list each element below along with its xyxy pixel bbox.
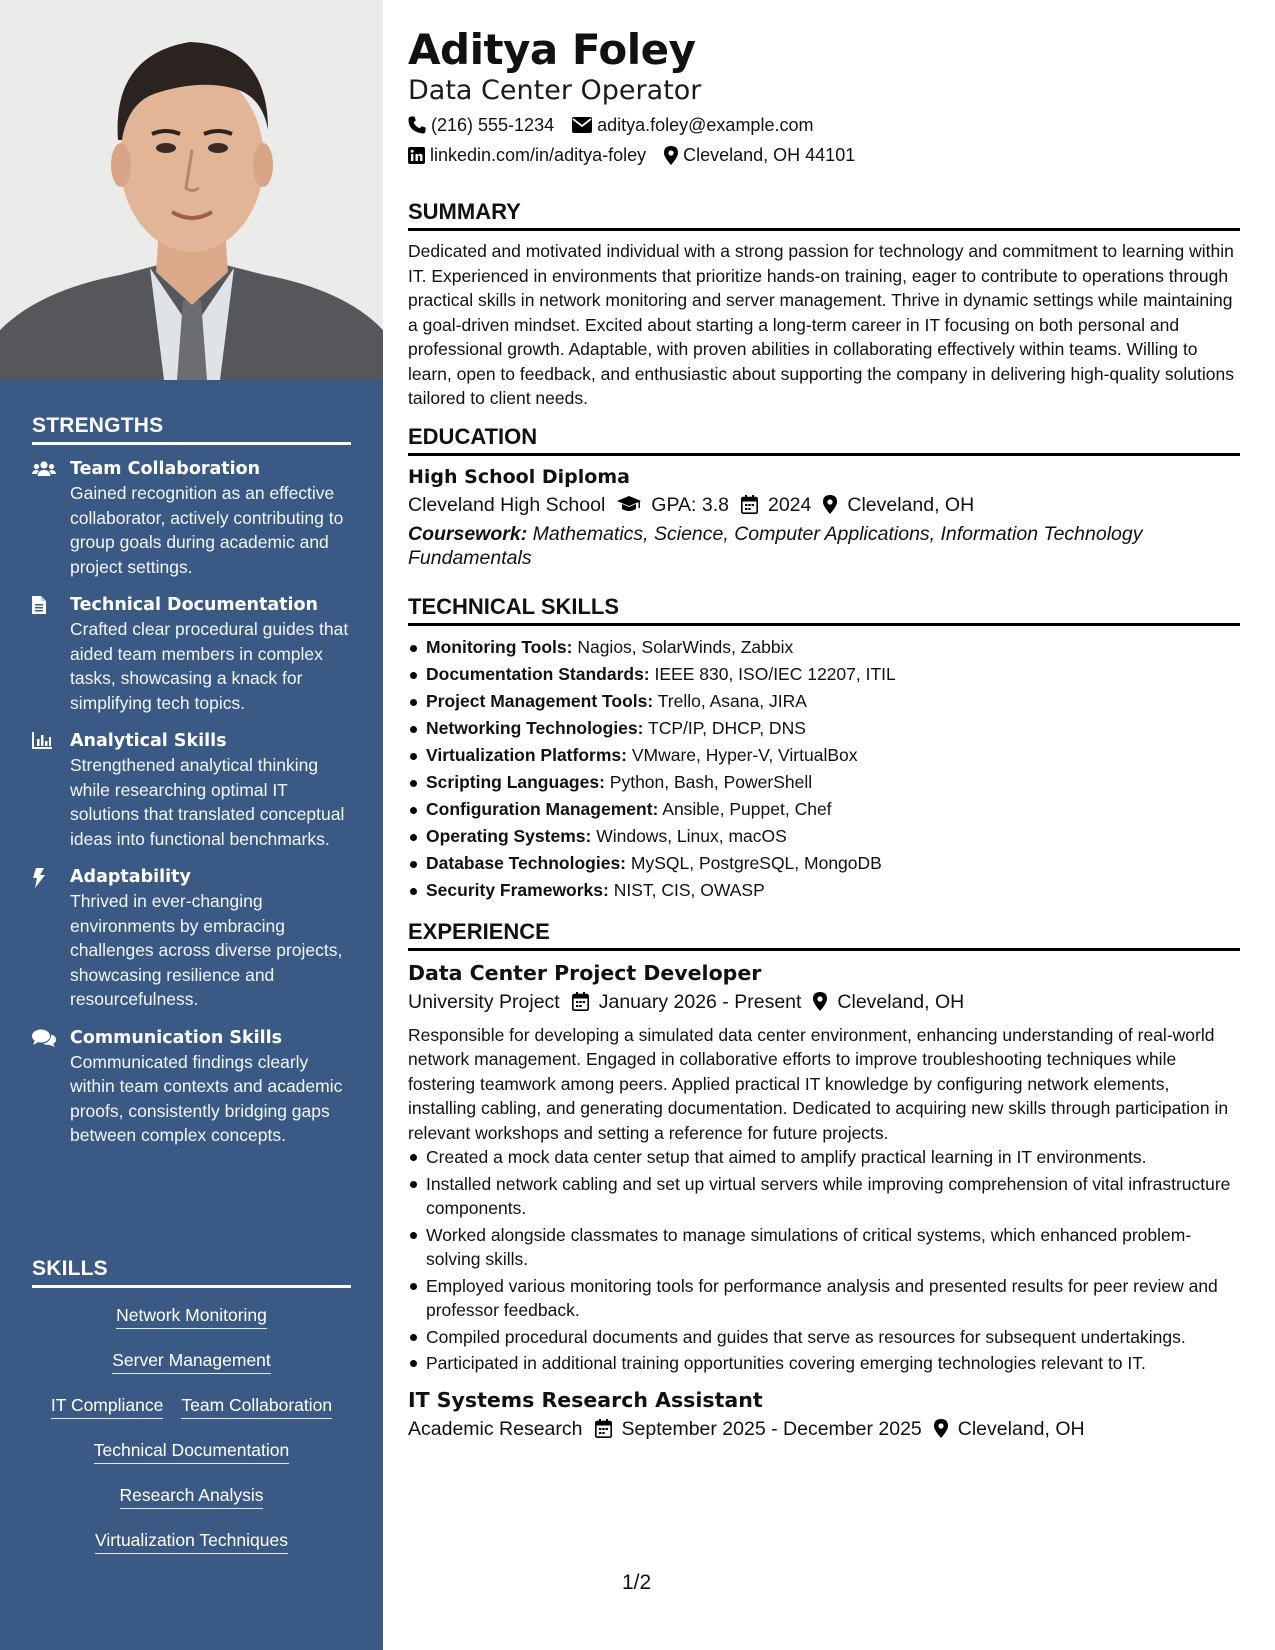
strengths-heading: STRENGTHS	[32, 414, 351, 445]
contact-row	[408, 142, 1240, 168]
contact-row	[408, 112, 1240, 138]
skill-values: Ansible, Puppet, Chef	[662, 798, 832, 819]
skill-category: Virtualization Platforms:	[426, 744, 627, 765]
calendar-icon	[595, 1419, 612, 1438]
education-heading: EDUCATION	[408, 423, 1240, 456]
school-location: Cleveland, OH	[847, 493, 975, 516]
job-role: IT Systems Research Assistant	[408, 1387, 763, 1412]
linkedin-icon	[408, 147, 425, 164]
skill-category: Scripting Languages:	[426, 771, 605, 792]
skill-values: Trello, Asana, JIRA	[657, 690, 807, 711]
strength-item	[32, 865, 351, 1012]
calendar-icon	[572, 992, 589, 1011]
summary-heading: SUMMARY	[408, 198, 1240, 231]
technical-skills-list	[408, 634, 1240, 904]
skill-values: VMware, Hyper-V, VirtualBox	[631, 744, 858, 765]
candidate-name: Aditya Foley	[408, 25, 696, 74]
job-location: Cleveland, OH	[837, 990, 965, 1013]
job-dates: January 2026 - Present	[598, 990, 802, 1013]
job-meta	[408, 1414, 1240, 1444]
skill-category: Operating Systems:	[426, 825, 592, 846]
list-item	[408, 661, 1240, 688]
graduation-cap-icon	[617, 496, 641, 513]
bolt-icon	[32, 865, 70, 1012]
list-item	[408, 688, 1240, 715]
job-bullets	[408, 1145, 1240, 1376]
list-item	[408, 823, 1240, 850]
email-address: aditya.foley@example.com	[597, 115, 814, 135]
email-contact[interactable]	[572, 112, 813, 138]
list-item	[408, 742, 1240, 769]
document-icon	[32, 593, 70, 715]
skill-tag: Research Analysis	[120, 1484, 264, 1509]
phone-icon	[408, 116, 426, 134]
skill-category: Monitoring Tools:	[426, 636, 573, 657]
skill-values: IEEE 830, ISO/IEC 12207, ITIL	[654, 663, 896, 684]
users-icon	[32, 457, 70, 579]
skills-heading: SKILLS	[32, 1257, 351, 1288]
strength-description: Communicated findings clearly within team contexts and academic proofs, consistently bridging gaps between complex concepts.	[70, 1051, 343, 1145]
job-description: Responsible for developing a simulated data center environment, enhancing understanding of real-world network management. Engaged in collaborative efforts to improve troubleshooting techniques while fostering teamwork among peers. Applied practical IT knowledge by configuring network elements, installing cabling, and generating documentation. Dedicated to acquiring new skills through participation in relevant workshops and setting a reference for future projects.	[408, 1024, 1229, 1143]
main-content	[408, 0, 1240, 1444]
bar-chart-icon	[32, 729, 70, 851]
strengths-section	[0, 414, 383, 1162]
strength-title: Communication Skills	[70, 1027, 283, 1048]
linkedin-contact[interactable]	[408, 142, 646, 168]
sidebar	[0, 0, 383, 1650]
page-number: 1/2	[622, 1571, 652, 1594]
strength-item	[32, 457, 351, 579]
job-dates: September 2025 - December 2025	[621, 1417, 922, 1440]
strength-description: Strengthened analytical thinking while researching optimal IT solutions that translated conceptual ideas into functional benchmarks.	[70, 755, 345, 849]
strength-title: Team Collaboration	[70, 459, 261, 479]
strength-item	[32, 1026, 351, 1148]
summary-text: Dedicated and motivated individual with a strong passion for technology and commitment to learning within IT. Experienced in environments that prioritize hands-on training, eager to contribute to operations through practical skills in network monitoring and server management. Thrive in dynamic settings while maintaining a goal-driven mindset. Excited about starting a long-term career in IT focusing on both personal and professional growth. Adaptable, with proven abilities in collaborating effectively within teams. Willing to learn, open to feedback, and enthusiastic about supporting the company in delivering high-quality solutions tailored to client needs.	[408, 241, 1234, 408]
skill-values: Python, Bash, PowerShell	[609, 771, 813, 792]
skill-category: Database Technologies:	[426, 852, 627, 873]
job-organization: Academic Research	[408, 1417, 583, 1440]
job-role: Data Center Project Developer	[408, 960, 762, 985]
skill-category: Security Frameworks:	[426, 879, 609, 900]
experience-heading: EXPERIENCE	[408, 918, 1240, 951]
profile-photo	[0, 0, 383, 380]
candidate-title: Data Center Operator	[408, 75, 702, 106]
graduation-year: 2024	[767, 493, 812, 516]
skill-values: MySQL, PostgreSQL, MongoDB	[630, 852, 882, 873]
calendar-icon	[741, 495, 758, 514]
strength-title: Analytical Skills	[70, 731, 227, 751]
strength-description: Gained recognition as an effective collaborator, actively contributing to group goals during academic and project settings.	[70, 483, 344, 577]
envelope-icon	[572, 117, 592, 133]
list-item: Installed network cabling and set up virtual servers while improving comprehension of vital infrastructure components.	[408, 1172, 1240, 1221]
job-location: Cleveland, OH	[957, 1417, 1085, 1440]
skill-values: Nagios, SolarWinds, Zabbix	[577, 636, 794, 657]
map-pin-icon	[934, 1419, 948, 1438]
skill-category: Documentation Standards:	[426, 663, 650, 684]
skill-tags	[32, 1300, 351, 1574]
strength-item	[32, 593, 351, 715]
job-organization: University Project	[408, 990, 560, 1013]
map-pin-icon	[813, 992, 827, 1011]
skill-values: NIST, CIS, OWASP	[613, 879, 765, 900]
phone-number: (216) 555-1234	[431, 115, 555, 135]
skill-tag: Virtualization Techniques	[95, 1529, 288, 1554]
location-contact	[664, 142, 855, 168]
education-meta	[408, 490, 1240, 520]
experience-entry	[408, 959, 1240, 1376]
comments-icon	[32, 1026, 70, 1148]
technical-skills-heading: TECHNICAL SKILLS	[408, 593, 1240, 626]
strength-title: Technical Documentation	[70, 595, 319, 615]
skill-tag: Technical Documentation	[94, 1439, 290, 1464]
experience-entry	[408, 1386, 1240, 1444]
degree-title: High School Diploma	[408, 465, 630, 488]
list-item	[408, 769, 1240, 796]
summary-section	[408, 198, 1240, 411]
strength-description: Thrived in ever-changing environments by embracing challenges across diverse projects, showcasing resilience and resourcefulness.	[70, 891, 343, 1009]
location-text: Cleveland, OH 44101	[683, 145, 856, 165]
list-item	[408, 715, 1240, 742]
coursework-list: Mathematics, Science, Computer Applications, Information Technology Fundamentals	[408, 522, 1143, 569]
technical-skills-section	[408, 593, 1240, 904]
map-pin-icon	[664, 146, 678, 165]
list-item: Compiled procedural documents and guides that serve as resources for subsequent undertakings.	[408, 1325, 1240, 1350]
skill-tag: Team Collaboration	[181, 1394, 332, 1419]
list-item: Worked alongside classmates to manage simulations of critical systems, which enhanced problem-solving skills.	[408, 1223, 1240, 1272]
skill-category: Configuration Management:	[426, 798, 659, 819]
education-section	[408, 423, 1240, 571]
job-meta	[408, 987, 1240, 1017]
linkedin-url: linkedin.com/in/aditya-foley	[430, 145, 647, 165]
skills-section	[0, 1257, 383, 1574]
phone-contact[interactable]	[408, 112, 554, 138]
skill-category: Networking Technologies:	[426, 717, 644, 738]
list-item	[408, 796, 1240, 823]
coursework	[408, 522, 1240, 571]
list-item	[408, 850, 1240, 877]
gpa: GPA: 3.8	[651, 493, 729, 516]
list-item: Participated in additional training opportunities covering emerging technologies relevant to IT.	[408, 1351, 1240, 1376]
skill-tag: IT Compliance	[51, 1394, 164, 1419]
list-item: Created a mock data center setup that aimed to amplify practical learning in IT environments.	[408, 1145, 1240, 1170]
school-name: Cleveland High School	[408, 493, 606, 516]
strength-description: Crafted clear procedural guides that aided team members in complex tasks, showcasing a knack for simplifying tech topics.	[70, 619, 349, 713]
list-item	[408, 877, 1240, 904]
skill-values: TCP/IP, DHCP, DNS	[648, 717, 806, 738]
skill-tag: Network Monitoring	[116, 1304, 267, 1329]
strength-item	[32, 729, 351, 851]
list-item	[408, 634, 1240, 661]
skill-tag: Server Management	[112, 1349, 271, 1374]
coursework-label: Coursework:	[408, 522, 528, 545]
skill-values: Windows, Linux, macOS	[596, 825, 787, 846]
map-pin-icon	[823, 495, 837, 514]
list-item: Employed various monitoring tools for performance analysis and presented results for peer review and professor feedback.	[408, 1274, 1240, 1323]
experience-section	[408, 918, 1240, 1444]
strength-title: Adaptability	[70, 867, 191, 887]
skill-category: Project Management Tools:	[426, 690, 654, 711]
